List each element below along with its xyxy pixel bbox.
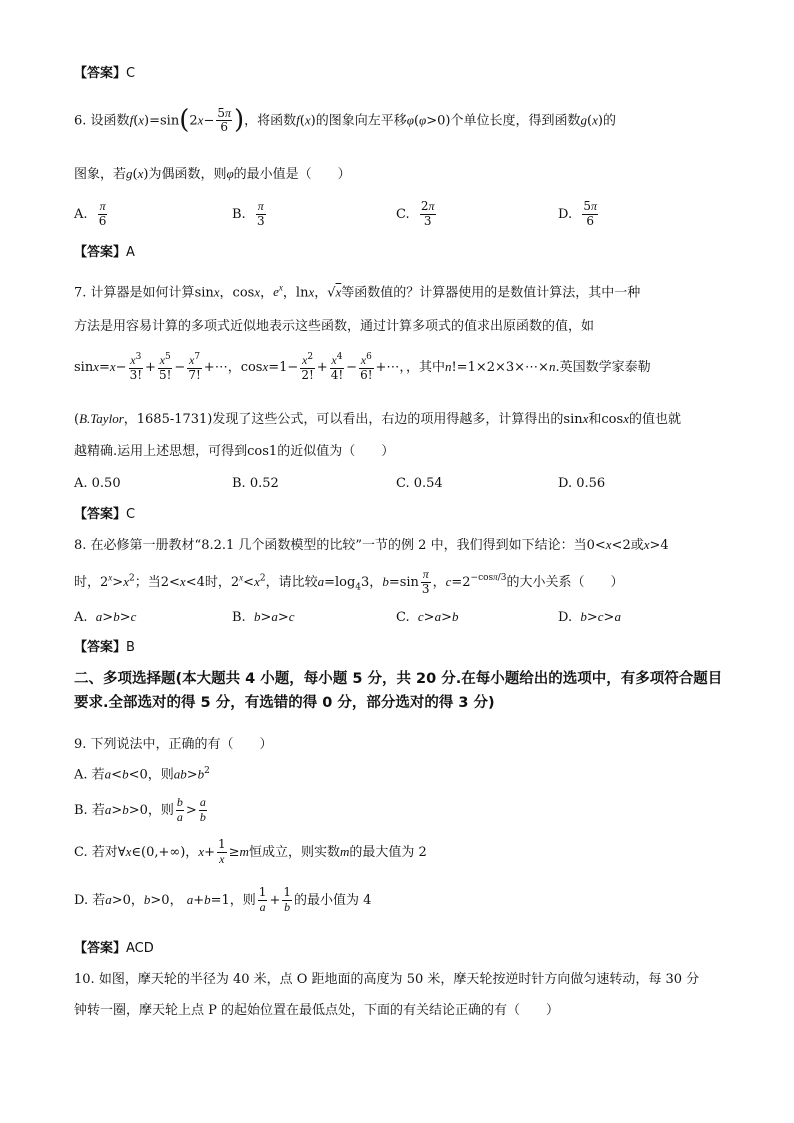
q9-option-b: B. 若a>b>0，则 $\frac{b}{a}$ > $\frac{a}{b}$ [74, 795, 206, 824]
q8-line1: 8. 在必修第一册教材“8.2.1 几个函数模型的比较”一节的例 2 中，我们得到如下结论：当0<x<2或x>4 [74, 537, 669, 553]
question-number: 9. [74, 737, 87, 752]
answer-label: 【答案】 [74, 66, 127, 81]
question-number: 8. [74, 538, 87, 553]
option-d: D. b>c>a [558, 609, 621, 625]
option-d: D. $\frac{5\pi}{6}$ [558, 199, 598, 228]
q7-line1: 7. 计算器是如何计算sinx，cosx，$e^x$，lnx，√x等函数值的？计算器使用的是数值计算法，其中一种 [74, 283, 641, 301]
q8-text: ，请比较 [265, 574, 318, 590]
q6-options [74, 200, 724, 236]
q8-answer [74, 640, 724, 657]
q6-text: 的 [602, 113, 616, 129]
q7-text: 等函数值的？计算器使用的是数值计算法，其中一种 [341, 285, 641, 301]
answer-label: 【答案】 [74, 245, 127, 260]
q7-line4: (B.Taylor，1685-1731)发现了这些公式，可以看出，右边的项用得越多，计算得出的sinx和cosx的值也就 [74, 411, 681, 427]
q8-text: 在必修第一册教材“8.2.1 几个函数模型的比较”一节的例 2 中，我们得到如下结论：当 [90, 538, 587, 553]
q7-line3: sinx=x− $\frac{x^3}{3!}$ + $\frac{x^5}{5!}$ − $\frac{x^7}{7!}$ +⋯，cosx=1− $\frac{x^2}{2!}$ + $\frac{x^4}{4!}$ − $\frac{x^6}{6!}$ +⋯，，其中n!=1×2×3×⋯×n.英国数学家泰勒 [74, 352, 651, 382]
q9-option-a: A. 若a<b<0，则$ab>b^2$ [74, 766, 210, 783]
option-c: C. 0.54 [396, 476, 443, 491]
q8-line2: 时，$2^x>x^2$；当2<x<4时，$2^x<x^2$，请比较$a=\log_43$，b=sin $\frac{\pi}{3}$ ，$c=2^{-cos\pi/3}$的大小关系（ ） [74, 567, 624, 596]
q7-text: 越精确.运用上述思想，可得到 [74, 444, 248, 459]
q6-text: 设函数 [90, 113, 130, 129]
q9-answer [74, 941, 724, 958]
option-b: B. $\frac{\pi}{3}$ [232, 199, 265, 228]
q7-text: 和 [588, 412, 602, 427]
option-c: C. c>a>b [396, 609, 459, 625]
answer-value: C [126, 66, 136, 81]
option-c: C. $\frac{2\pi}{3}$ [396, 199, 435, 228]
section-heading: 二、多项选择题(本大题共 4 小题，每小题 5 分，共 20 分.在每小题给出的选项中，有多项符合题目要求.全部选对的得 5 分，有选错的得 0 分，部分选对的得 3 分) [74, 671, 723, 711]
q7-text: 发现了这些公式，可以看出，右边的项用得越多，计算得出的 [212, 412, 564, 427]
q6-text: 图象，若 [74, 167, 127, 182]
answer-value: ACD [126, 941, 154, 956]
q7-text: 计算器是如何计算 [90, 285, 195, 301]
q6-text: 为偶函数，则 [148, 167, 227, 182]
option-a: A. a>b>c [74, 609, 137, 625]
q9-option-d: D. 若a>0，b>0， a+b=1，则 $\frac{1}{a}$ + $\frac{1}{b}$ 的最小值为 4 [74, 885, 372, 914]
option-b: B. b>a>c [232, 609, 295, 625]
answer-label: 【答案】 [74, 941, 127, 956]
q7-line2: 方法是用容易计算的多项式近似地表示这些函数，通过计算多项式的值求出原函数的值，如 [74, 319, 595, 334]
option-d: D. 0.56 [558, 476, 606, 491]
answer-value: A [126, 245, 135, 260]
question-number: 7. [74, 285, 87, 301]
q6-text: 的图象向左平移 [315, 113, 407, 129]
q6-text: ，将函数 [244, 113, 297, 129]
option-b: B. 0.52 [232, 476, 279, 491]
q5-answer [74, 66, 724, 83]
q7-answer [74, 507, 724, 524]
q8-text: 或 [630, 538, 644, 553]
q7-text: ，其中 [405, 359, 445, 375]
formula: f [129, 112, 134, 128]
q6-line2: 图象，若g(x)为偶函数，则φ的最小值是（ ） [74, 166, 351, 182]
q6-answer [74, 245, 724, 262]
q7-line5: 越精确.运用上述思想，可得到cos1的近似值为（ ） [74, 444, 395, 459]
answer-label: 【答案】 [74, 640, 127, 655]
q7-text: 的近似值为（ ） [277, 444, 395, 459]
q8-text: ；当 [134, 574, 161, 590]
question-number: 6. [74, 113, 87, 129]
q6-text: 的最小值是（ ） [233, 167, 351, 182]
answer-label: 【答案】 [74, 507, 127, 522]
q8-text: 的大小关系（ ） [506, 574, 624, 590]
option-a: A. $\frac{\pi}{6}$ [74, 199, 107, 228]
q9-text: 下列说法中，正确的有（ ） [90, 737, 273, 752]
q10-line1 [74, 972, 724, 989]
q6-text: 个单位长度，得到函数 [450, 113, 581, 129]
q10-line2: 钟转一圈，摩天轮上点 P 的起始位置在最低点处，下面的有关结论正确的有（ ） [74, 1003, 560, 1018]
question-number: 10. [74, 972, 95, 987]
q9-stem [74, 737, 724, 754]
q8-text: 时， [74, 574, 101, 590]
q10-text: 如图，摩天轮的半径为 40 米，点 O 距地面的高度为 50 米，摩天轮按逆时针方向做匀速转动，每 30 分 [98, 972, 700, 987]
option-a: A. 0.50 [74, 476, 121, 491]
answer-value: B [126, 640, 135, 655]
q7-text: 的值也就 [628, 412, 681, 427]
q7-text: .英国数学家泰勒 [555, 359, 651, 375]
q6-line1: 6. 设函数f(x)=sin(2x− $\frac{5\pi}{6}$ )，将函数f(x)的图象向左平移φ(φ>0)个单位长度，得到函数g(x)的 [74, 105, 616, 135]
q9-option-c: C. 若对∀x∈(0,+∞)，x+ $\frac{1}{x}$ ≥m恒成立，则实数m的最大值为 2 [74, 837, 427, 866]
q8-text: 时， [204, 574, 231, 590]
answer-value: C [126, 507, 136, 522]
